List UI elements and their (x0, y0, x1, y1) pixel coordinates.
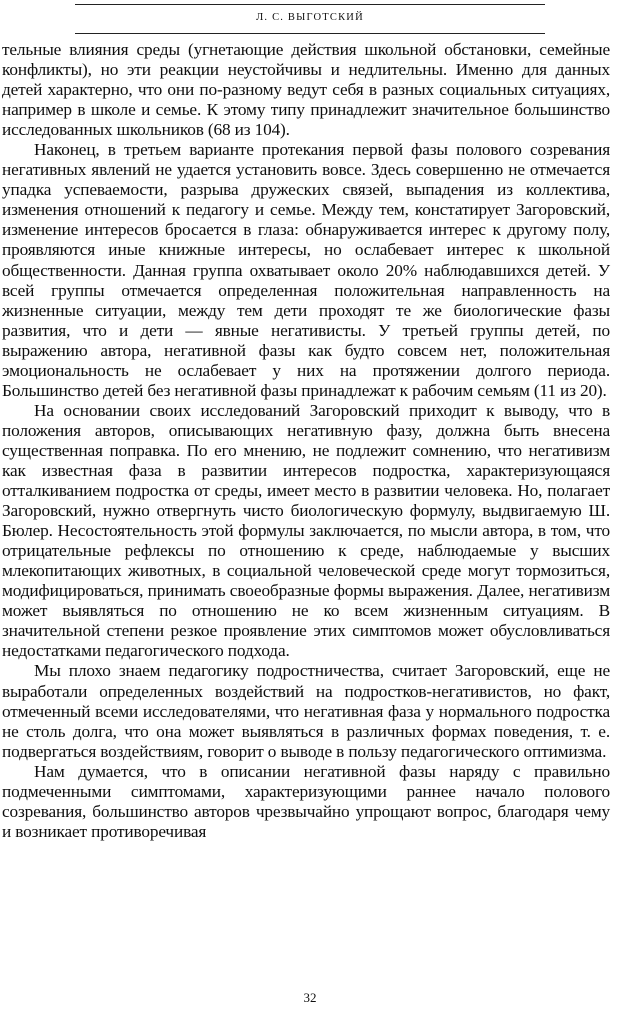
header-rule-bottom (75, 33, 545, 34)
paragraph: На основании своих исследований Загоровский приходит к выводу, что в положения авторов, описывающих негативную фазу, должна быть внесена существенная поправка. По его мнению, не подлежит сомнению, что негативизм как известная фаза в развитии интересов подростка, характеризующаяся отталкиванием подростка от среды, имеет место в развитии человека. Но, полагает Загоровский, нужно отвергнуть чисто биологическую формулу, выдвигаемую Ш. Бюлер. Несостоятельность этой формулы заключается, по мысли автора, в том, что отрицательные рефлексы по отношению к среде, наблюдаемые у высших млекопитающих животных, в социальной человеческой среде могут тормозиться, модифицироваться, принимать своеобразные формы выражения. Далее, негативизм может выявляться по отношению не ко всем жизненным ситуациям. В значительной степени резкое проявление этих симптомов может обусловливаться недостатками педагогического подхода. (2, 400, 610, 661)
header-rule-top (75, 4, 545, 5)
running-head: Л. С. ВЫГОТСКИЙ (256, 12, 364, 23)
paragraph: Наконец, в третьем варианте протекания первой фазы полового созревания негативных явлений не удается установить вовсе. Здесь совершенно не отмечается упадка успеваемости, разрыва дружеских связей, выпадения из коллектива, изменения отношений к педагогу и семье. Между тем, констатирует Загоровский, изменение интересов бросается в глаза: обнаруживается интерес к другому полу, проявляются иные книжные интересы, но ослабевает интерес к школьной общественности. Данная группа охватывает около 20% наблюдавшихся детей. У всей группы отмечается определенная положительная направленность на жизненные ситуации, между тем дети проходят те же биологические фазы развития, что и дети — явные негативисты. У третьей группы детей, по выражению автора, негативной фазы как будто совсем нет, положительная эмоциональность не ослабевает у них на протяжении долгого периода. Большинство детей без негативной фазы принадлежат к рабочим семьям (11 из 20). (2, 140, 610, 400)
paragraph-continued: тельные влияния среды (угнетающие действия школьной обстановки, семейные конфликты), но эти реакции неустойчивы и недлительны. Именно для данных детей характерно, что они по-разному ведут себя в разных социальных ситуациях, например в школе и семье. К этому типу принадлежит значительное большинство исследованных школьников (68 из 104). (2, 40, 610, 140)
body-text (2, 40, 610, 842)
page-number: 32 (303, 990, 317, 1005)
paragraph: Нам думается, что в описании негативной фазы наряду с правильно подмеченными симптомами, характеризующими раннее начало полового созревания, большинство авторов чрезвычайно упрощают вопрос, благодаря чему и возникает противоречивая (2, 761, 610, 841)
paragraph: Мы плохо знаем педагогику подростничества, считает Загоровский, еще не выработали определенных воздействий на подростков-негативистов, но факт, отмеченный всеми исследователями, что негативная фаза у нормального подростка не столь долга, что она может выявляться в различных формах поведения, т. е. подвергаться воздействиям, говорит о выводе в пользу педагогического оптимизма. (2, 661, 610, 761)
